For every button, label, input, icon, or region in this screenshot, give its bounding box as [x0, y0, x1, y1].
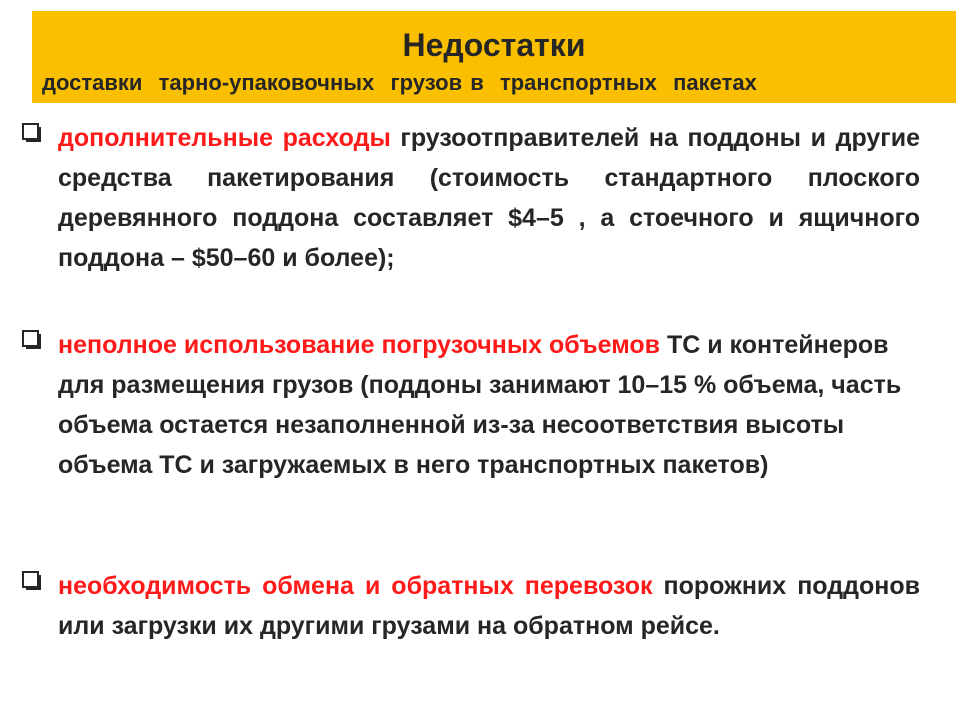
bullet-body-1: грузоотправителей на поддоны и другие средства пакетирования (стоимость стандартного плоского деревянного поддона составляет $4–5 , а стоечного и ящичного поддона – $50–60 и более); [58, 124, 920, 272]
title-banner [32, 11, 956, 103]
bullet-text-3 [58, 566, 920, 646]
slide-subtitle: доставки тарно-упаковочных грузов в транспортных пакетах [42, 70, 757, 95]
bullet-text-1 [58, 118, 920, 278]
bullet-highlight-3: необходимость обмена и обратных перевозок [58, 572, 653, 600]
checkbox-bullet-icon [22, 571, 42, 591]
bullet-body-3: порожних поддонов или загрузки их другими грузами на обратном рейсе. [58, 572, 920, 640]
checkbox-bullet-icon [22, 330, 42, 350]
bullet-body-2: ТС и контейнеров для размещения грузов (поддоны занимают 10–15 % объема, часть объема остается незаполненной из-за несоответствия высоты объема ТС и загружаемых в него транспортных пакетов) [58, 331, 902, 479]
checkbox-bullet-icon [22, 123, 42, 143]
bullet-text-2 [58, 325, 920, 485]
slide-title: Недостатки [402, 27, 586, 63]
bullet-highlight-1: дополнительные расходы [58, 124, 391, 152]
bullet-highlight-2: неполное использование погрузочных объемов [58, 331, 661, 359]
